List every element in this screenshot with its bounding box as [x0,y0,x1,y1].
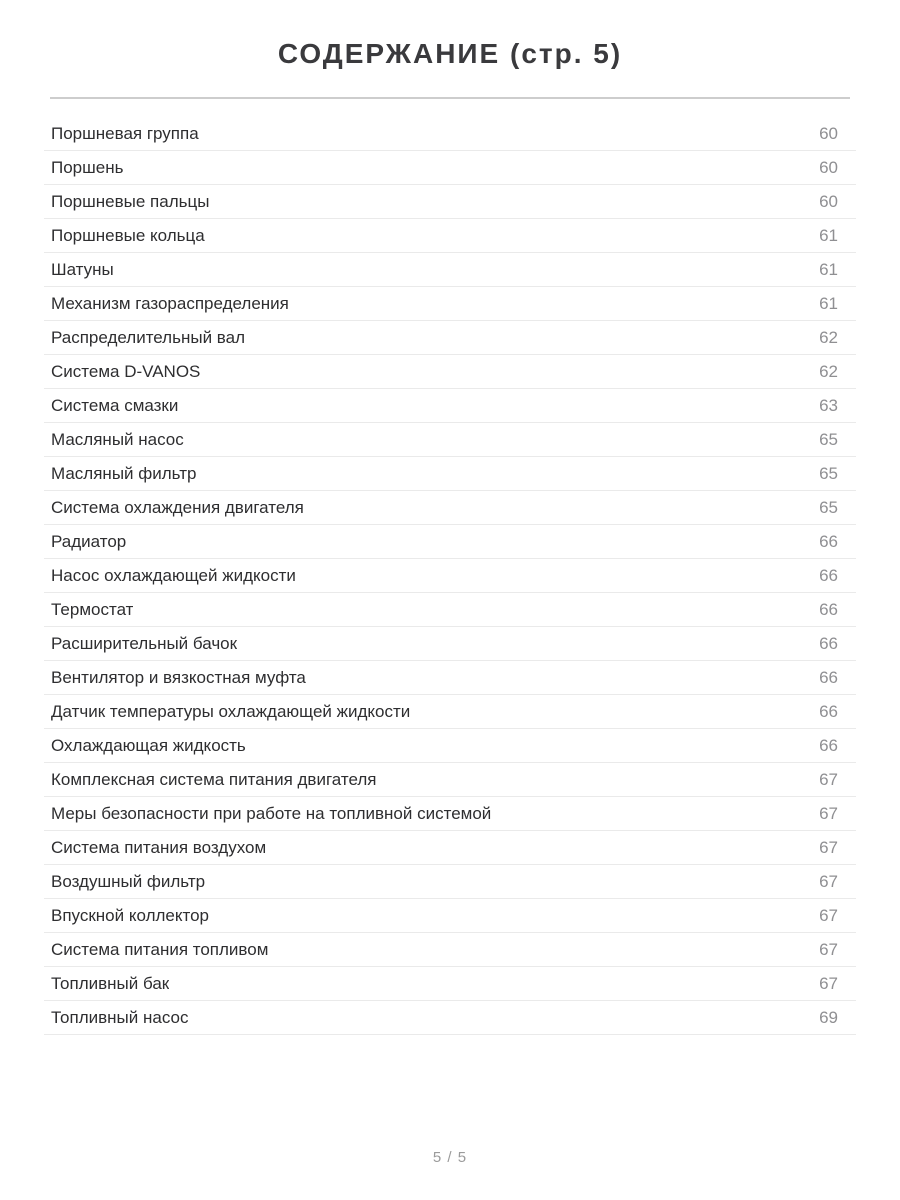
toc-entry-label: Поршневая группа [51,123,199,143]
toc-row[interactable] [44,457,856,491]
toc-entry-page-number: 60 [819,123,838,143]
toc-entry-page-number: 65 [819,429,838,449]
toc-entry-label: Поршень [51,157,124,177]
toc-entry-page-number: 67 [819,939,838,959]
toc-row[interactable] [44,797,856,831]
toc-row[interactable] [44,1001,856,1035]
toc-entry-label: Охлаждающая жидкость [51,735,246,755]
toc-entry-label: Масляный насос [51,429,184,449]
toc-entry-label: Система D-VANOS [51,361,201,381]
toc-row[interactable] [44,219,856,253]
toc-entry-page-number: 61 [819,293,838,313]
toc-entry-label: Система питания воздухом [51,837,267,857]
toc-entry-page-number: 66 [819,735,838,755]
toc-entry-page-number: 67 [819,769,838,789]
toc-row[interactable] [44,967,856,1001]
toc-row[interactable] [44,117,856,151]
toc-row[interactable] [44,695,856,729]
page-indicator: 5 / 5 [432,1149,468,1166]
toc-entry-label: Вентилятор и вязкостная муфта [51,667,306,687]
toc-list [44,99,856,1035]
toc-entry-label: Термостат [51,599,134,619]
toc-entry-page-number: 63 [819,395,838,415]
toc-entry-page-number: 60 [819,191,838,211]
toc-entry-label: Распределительный вал [51,327,245,347]
toc-row[interactable] [44,185,856,219]
toc-entry-page-number: 62 [819,327,838,347]
toc-entry-page-number: 67 [819,803,838,823]
toc-entry-label: Топливный насос [51,1007,189,1027]
toc-row[interactable] [44,729,856,763]
toc-entry-label: Механизм газораспределения [51,293,289,313]
toc-entry-label: Масляный фильтр [51,463,197,483]
toc-row[interactable] [44,151,856,185]
toc-entry-label: Система охлаждения двигателя [51,497,304,517]
toc-entry-label: Датчик температуры охлаждающей жидкости [51,701,411,721]
toc-entry-page-number: 61 [819,225,838,245]
toc-row[interactable] [44,899,856,933]
toc-row[interactable] [44,321,856,355]
toc-row[interactable] [44,423,856,457]
toc-row[interactable] [44,627,856,661]
toc-entry-page-number: 66 [819,701,838,721]
toc-row[interactable] [44,253,856,287]
toc-entry-page-number: 67 [819,837,838,857]
toc-row[interactable] [44,355,856,389]
toc-row[interactable] [44,287,856,321]
toc-entry-label: Меры безопасности при работе на топливной системой [51,803,492,823]
toc-entry-page-number: 66 [819,599,838,619]
toc-entry-label: Поршневые пальцы [51,191,210,211]
toc-entry-page-number: 65 [819,497,838,517]
toc-entry-label: Воздушный фильтр [51,871,206,891]
toc-entry-page-number: 60 [819,157,838,177]
toc-entry-label: Впускной коллектор [51,905,209,925]
toc-row[interactable] [44,763,856,797]
toc-entry-label: Шатуны [51,259,114,279]
toc-entry-label: Система питания топливом [51,939,269,959]
toc-entry-label: Расширительный бачок [51,633,238,653]
toc-row[interactable] [44,389,856,423]
toc-entry-page-number: 66 [819,667,838,687]
toc-row[interactable] [44,831,856,865]
toc-row[interactable] [44,661,856,695]
toc-row[interactable] [44,865,856,899]
toc-entry-label: Поршневые кольца [51,225,205,245]
toc-row[interactable] [44,491,856,525]
toc-entry-page-number: 67 [819,905,838,925]
toc-entry-label: Радиатор [51,531,127,551]
toc-entry-label: Комплексная система питания двигателя [51,769,377,789]
toc-entry-page-number: 69 [819,1007,838,1027]
toc-entry-page-number: 66 [819,565,838,585]
toc-entry-label: Насос охлаждающей жидкости [51,565,296,585]
page-title: СОДЕРЖАНИЕ (стр. 5) [277,38,623,69]
toc-entry-page-number: 67 [819,973,838,993]
toc-row[interactable] [44,525,856,559]
toc-entry-page-number: 66 [819,633,838,653]
toc-row[interactable] [44,593,856,627]
toc-row[interactable] [44,559,856,593]
toc-entry-page-number: 67 [819,871,838,891]
toc-entry-page-number: 61 [819,259,838,279]
toc-entry-label: Система смазки [51,395,179,415]
toc-entry-page-number: 62 [819,361,838,381]
toc-entry-label: Топливный бак [51,973,170,993]
toc-entry-page-number: 65 [819,463,838,483]
toc-row[interactable] [44,933,856,967]
toc-entry-page-number: 66 [819,531,838,551]
